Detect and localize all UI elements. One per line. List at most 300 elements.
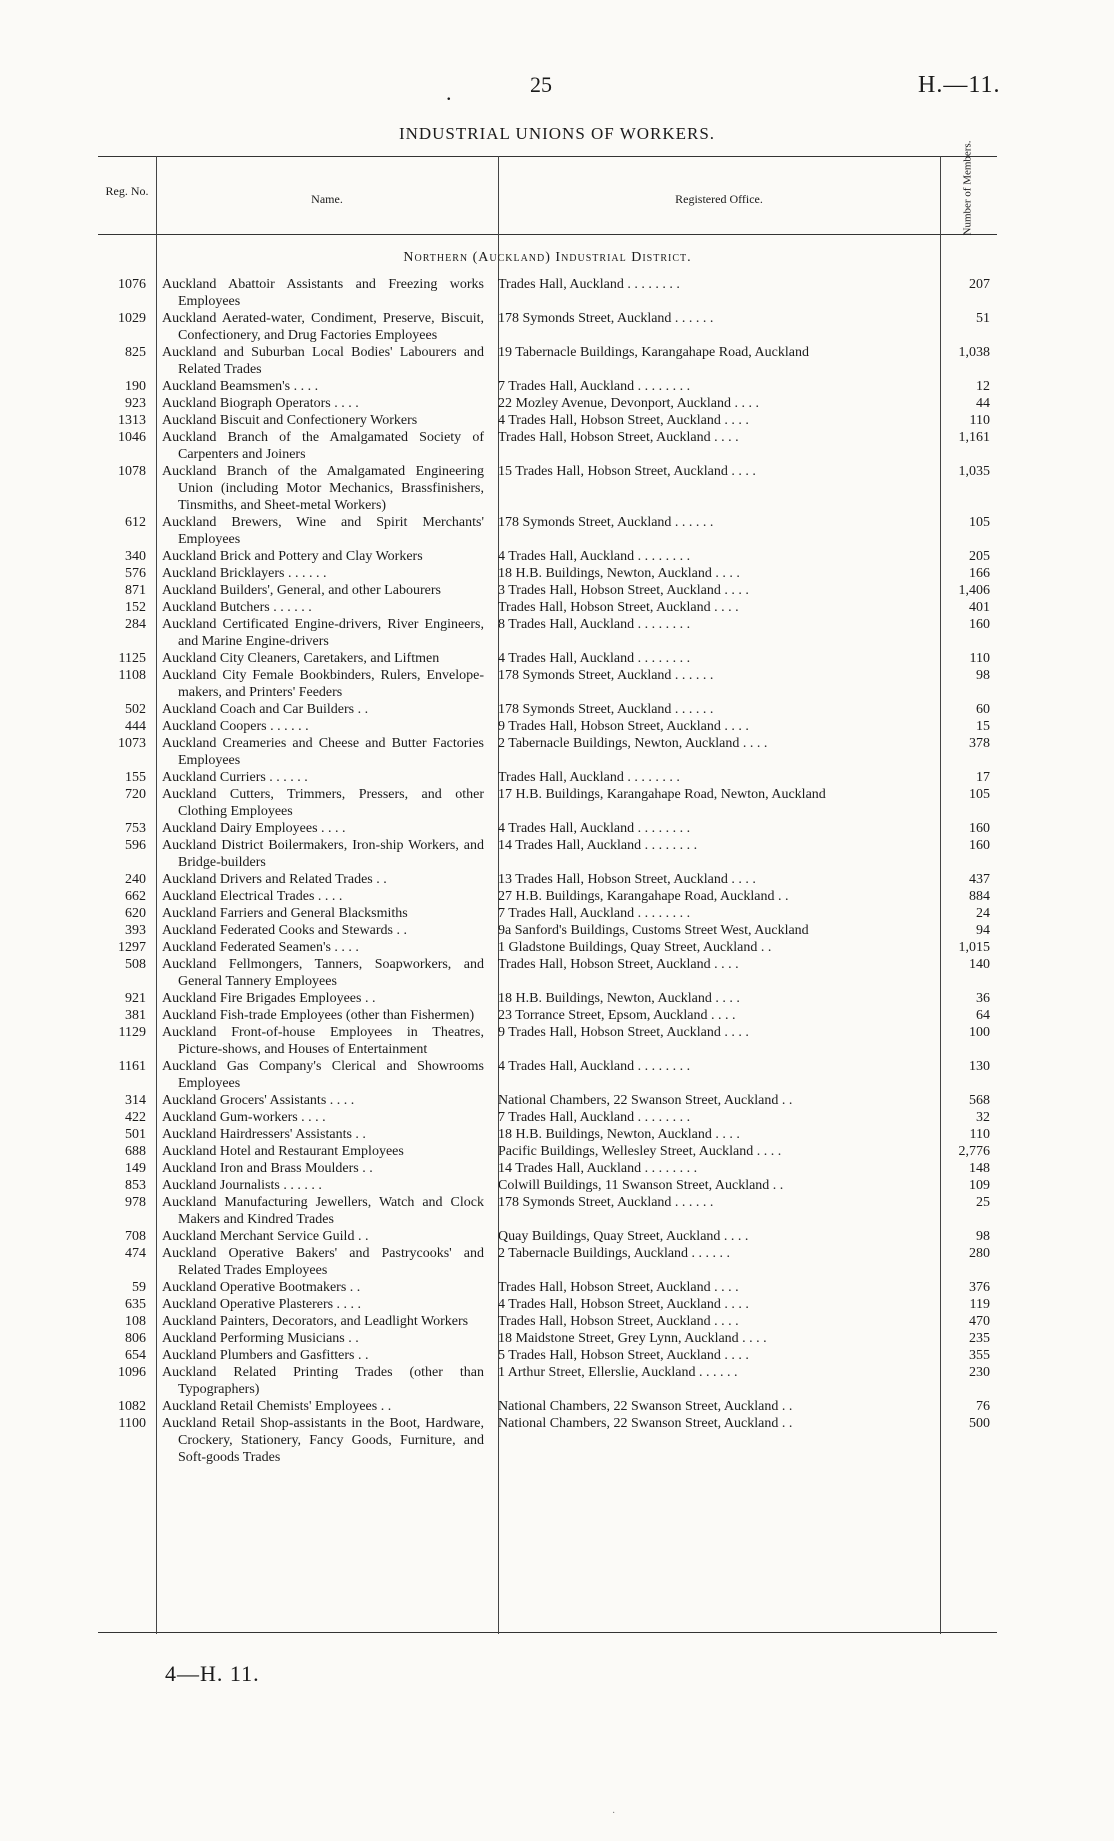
table-row: [98, 701, 997, 718]
reg-no-cell: 1129: [118, 1025, 146, 1040]
union-name-text: Auckland Branch of the Amalgamated Engineering Union (including Motor Mechanics, Brassfinishers, Tinsmiths, and Sheet-metal Workers): [162, 464, 484, 513]
union-name-cell: [162, 514, 488, 548]
reg-no-cell: 444: [125, 719, 146, 734]
table-row: [98, 939, 997, 956]
union-name-cell: [162, 1126, 488, 1143]
members-cell: 437: [969, 872, 990, 887]
union-name-cell: [162, 616, 488, 650]
union-name-cell: [162, 276, 488, 310]
table-row: [98, 735, 997, 769]
members-cell: 280: [969, 1246, 990, 1261]
reg-no-cell: 654: [125, 1348, 146, 1363]
members-cell: 110: [969, 413, 990, 428]
registered-office-cell: National Chambers, 22 Swanson Street, Auckland . .: [498, 1399, 793, 1414]
members-cell: 1,406: [958, 583, 990, 598]
union-name-text: Auckland District Boilermakers, Iron-ship Workers, and Bridge-builders: [162, 838, 484, 870]
members-cell: 98: [976, 1229, 990, 1244]
table-row: [98, 378, 997, 395]
union-name-text: Auckland City Cleaners, Caretakers, and Liftmen: [162, 651, 440, 666]
members-cell: 119: [969, 1297, 990, 1312]
reg-no-cell: 871: [125, 583, 146, 598]
members-cell: 884: [969, 889, 990, 904]
registered-office-cell: 1 Gladstone Buildings, Quay Street, Auckland . .: [498, 940, 772, 955]
union-name-text: Auckland Drivers and Related Trades . .: [162, 872, 387, 887]
union-name-cell: [162, 769, 488, 786]
registered-office-cell: 13 Trades Hall, Hobson Street, Auckland . . . .: [498, 872, 756, 887]
registered-office-cell: Pacific Buildings, Wellesley Street, Auckland . . . .: [498, 1144, 782, 1159]
table-row: [98, 1092, 997, 1109]
table-row: [98, 1007, 997, 1024]
reg-no-cell: 1313: [118, 413, 146, 428]
reg-no-cell: 149: [125, 1161, 146, 1176]
reg-no-cell: 1029: [118, 311, 146, 326]
union-name-text: Auckland Federated Seamen's . . . .: [162, 940, 359, 955]
members-cell: 205: [969, 549, 990, 564]
union-name-text: Auckland Coopers . . . . . .: [162, 719, 309, 734]
union-name-text: Auckland City Female Bookbinders, Rulers, Envelope-makers, and Printers' Feeders: [162, 668, 484, 700]
table-row: [98, 1177, 997, 1194]
members-cell: 207: [969, 277, 990, 292]
table-row: [98, 718, 997, 735]
union-name-text: Auckland Electrical Trades . . . .: [162, 889, 343, 904]
table-row: [98, 463, 997, 514]
union-name-cell: [162, 905, 488, 922]
reg-no-cell: 284: [125, 617, 146, 632]
table-row: [98, 837, 997, 871]
reg-no-cell: 576: [125, 566, 146, 581]
registered-office-cell: 14 Trades Hall, Auckland . . . . . . . .: [498, 1161, 698, 1176]
union-name-text: Auckland Bricklayers . . . . . .: [162, 566, 327, 581]
union-name-text: Auckland Fish-trade Employees (other than Fishermen): [162, 1008, 475, 1023]
table-row: [98, 1109, 997, 1126]
column-header-reg-no: Reg. No.: [105, 184, 149, 198]
column-header-name: Name.: [311, 192, 343, 206]
registered-office-cell: 178 Symonds Street, Auckland . . . . . .: [498, 311, 714, 326]
reg-no-cell: 501: [125, 1127, 146, 1142]
registered-office-cell: Colwill Buildings, 11 Swanson Street, Auckland . .: [498, 1178, 784, 1193]
reg-no-cell: 340: [125, 549, 146, 564]
registered-office-cell: Trades Hall, Hobson Street, Auckland . . . .: [498, 430, 739, 445]
union-name-text: Auckland Related Printing Trades (other than Typographers): [162, 1365, 484, 1397]
table-row: [98, 599, 997, 616]
table-top-rule: [98, 156, 997, 157]
union-name-cell: [162, 1313, 488, 1330]
union-name-text: Auckland Iron and Brass Moulders . .: [162, 1161, 373, 1176]
registered-office-cell: 4 Trades Hall, Auckland . . . . . . . .: [498, 821, 691, 836]
members-cell: 12: [976, 379, 990, 394]
registered-office-cell: 4 Trades Hall, Hobson Street, Auckland . . . .: [498, 1297, 749, 1312]
union-name-cell: [162, 701, 488, 718]
union-name-text: Auckland Journalists . . . . . .: [162, 1178, 322, 1193]
union-name-cell: [162, 939, 488, 956]
reg-no-cell: 688: [125, 1144, 146, 1159]
members-cell: 376: [969, 1280, 990, 1295]
members-cell: 401: [969, 600, 990, 615]
union-name-cell: [162, 412, 488, 429]
members-cell: 1,038: [958, 345, 990, 360]
table-row: [98, 1024, 997, 1058]
reg-no-cell: 314: [125, 1093, 146, 1108]
reg-no-cell: 921: [125, 991, 146, 1006]
members-cell: 105: [969, 787, 990, 802]
registered-office-cell: 18 Maidstone Street, Grey Lynn, Auckland . . . .: [498, 1331, 767, 1346]
reg-no-cell: 508: [125, 957, 146, 972]
reg-no-cell: 1082: [118, 1399, 146, 1414]
union-name-cell: [162, 1007, 488, 1024]
members-cell: 1,015: [958, 940, 990, 955]
members-cell: 500: [969, 1416, 990, 1431]
registered-office-cell: 2 Tabernacle Buildings, Auckland . . . . . .: [498, 1246, 731, 1261]
registered-office-cell: 27 H.B. Buildings, Karangahape Road, Auckland . .: [498, 889, 789, 904]
reg-no-cell: 1297: [118, 940, 146, 955]
union-name-text: Auckland Painters, Decorators, and Leadlight Workers: [162, 1314, 469, 1329]
footer-reference: 4—H. 11.: [165, 1661, 260, 1686]
union-name-text: Auckland Brick and Pottery and Clay Workers: [162, 549, 423, 564]
union-name-cell: [162, 718, 488, 735]
table-row: [98, 786, 997, 820]
members-cell: 60: [976, 702, 990, 717]
union-name-cell: [162, 871, 488, 888]
registered-office-cell: 9a Sanford's Buildings, Customs Street West, Auckland: [498, 923, 809, 938]
union-name-cell: [162, 310, 488, 344]
reg-no-cell: 240: [125, 872, 146, 887]
district-heading: Northern (Auckland) Industrial District.: [403, 250, 692, 265]
members-cell: 2,776: [958, 1144, 990, 1159]
registered-office-cell: 7 Trades Hall, Auckland . . . . . . . .: [498, 1110, 691, 1125]
registered-office-cell: 4 Trades Hall, Hobson Street, Auckland . . . .: [498, 413, 749, 428]
table-row: [98, 990, 997, 1007]
table-row: [98, 429, 997, 463]
union-name-text: Auckland Retail Chemists' Employees . .: [162, 1399, 392, 1414]
union-name-cell: [162, 1024, 488, 1058]
table-row: [98, 956, 997, 990]
members-cell: 568: [969, 1093, 990, 1108]
union-name-cell: [162, 429, 488, 463]
table-row: [98, 412, 997, 429]
members-cell: 470: [969, 1314, 990, 1329]
union-name-cell: [162, 463, 488, 514]
union-name-text: Auckland Front-of-house Employees in Theatres, Picture-shows, and Houses of Entertainment: [162, 1025, 484, 1057]
reg-no-cell: 612: [125, 515, 146, 530]
union-name-text: Auckland Operative Bakers' and Pastrycooks' and Related Trades Employees: [162, 1246, 484, 1278]
registered-office-cell: Trades Hall, Hobson Street, Auckland . . . .: [498, 1314, 739, 1329]
members-cell: 166: [969, 566, 990, 581]
union-name-text: Auckland Federated Cooks and Stewards . .: [162, 923, 407, 938]
union-name-cell: [162, 1092, 488, 1109]
union-name-text: Auckland Brewers, Wine and Spirit Merchants' Employees: [162, 515, 484, 547]
registered-office-cell: Trades Hall, Hobson Street, Auckland . . . .: [498, 1280, 739, 1295]
registered-office-cell: 23 Torrance Street, Epsom, Auckland . . . .: [498, 1008, 736, 1023]
members-cell: 94: [976, 923, 990, 938]
reg-no-cell: 1078: [118, 464, 146, 479]
members-cell: 76: [976, 1399, 990, 1414]
union-name-text: Auckland Grocers' Assistants . . . .: [162, 1093, 355, 1108]
reg-no-cell: 635: [125, 1297, 146, 1312]
reg-no-cell: 1076: [118, 277, 146, 292]
members-cell: 17: [976, 770, 990, 785]
reg-no-cell: 474: [125, 1246, 146, 1261]
table-row: [98, 1228, 997, 1245]
union-name-cell: [162, 1415, 488, 1466]
union-name-cell: [162, 956, 488, 990]
registered-office-cell: 7 Trades Hall, Auckland . . . . . . . .: [498, 379, 691, 394]
union-name-cell: [162, 1347, 488, 1364]
union-name-cell: [162, 650, 488, 667]
reg-no-cell: 1161: [118, 1059, 146, 1074]
union-name-text: Auckland Abattoir Assistants and Freezing works Employees: [162, 277, 484, 309]
registered-office-cell: 18 H.B. Buildings, Newton, Auckland . . . .: [498, 991, 740, 1006]
table-bottom-rule: [98, 1632, 997, 1633]
union-name-text: Auckland Creameries and Cheese and Butter Factories Employees: [162, 736, 484, 768]
union-name-cell: [162, 1279, 488, 1296]
reg-no-cell: 108: [125, 1314, 146, 1329]
table-row: [98, 922, 997, 939]
registered-office-cell: Quay Buildings, Quay Street, Auckland . . . .: [498, 1229, 749, 1244]
union-name-text: Auckland Plumbers and Gasfitters . .: [162, 1348, 369, 1363]
unions-table: [98, 140, 997, 1634]
union-name-text: Auckland Manufacturing Jewellers, Watch and Clock Makers and Kindred Trades: [162, 1195, 484, 1227]
union-name-cell: [162, 837, 488, 871]
union-name-text: Auckland Cutters, Trimmers, Pressers, and other Clothing Employees: [162, 787, 484, 819]
table-row: [98, 276, 997, 310]
table-row: [98, 514, 997, 548]
members-cell: 25: [976, 1195, 990, 1210]
members-cell: 1,161: [958, 430, 990, 445]
union-name-cell: [162, 1194, 488, 1228]
registered-office-cell: National Chambers, 22 Swanson Street, Auckland . .: [498, 1093, 793, 1108]
reg-no-cell: 1108: [118, 668, 146, 683]
registered-office-cell: 8 Trades Hall, Auckland . . . . . . . .: [498, 617, 691, 632]
table-row: [98, 582, 997, 599]
members-cell: 110: [969, 651, 990, 666]
members-cell: 51: [976, 311, 990, 326]
reg-no-cell: 620: [125, 906, 146, 921]
union-name-cell: [162, 922, 488, 939]
union-name-cell: [162, 378, 488, 395]
union-name-cell: [162, 1398, 488, 1415]
registered-office-cell: 4 Trades Hall, Auckland . . . . . . . .: [498, 651, 691, 666]
reg-no-cell: 708: [125, 1229, 146, 1244]
members-cell: 160: [969, 821, 990, 836]
registered-office-cell: 178 Symonds Street, Auckland . . . . . .: [498, 515, 714, 530]
union-name-text: Auckland Aerated-water, Condiment, Preserve, Biscuit, Confectionery, and Drug Factories Employees: [162, 311, 484, 343]
document-reference: H.—11.: [918, 72, 1001, 98]
reg-no-cell: 720: [125, 787, 146, 802]
table-row: [98, 310, 997, 344]
union-name-text: Auckland and Suburban Local Bodies' Labourers and Related Trades: [162, 345, 484, 377]
union-name-text: Auckland Beamsmen's . . . .: [162, 379, 319, 394]
union-name-cell: [162, 1296, 488, 1313]
reg-no-cell: 152: [125, 600, 146, 615]
union-name-text: Auckland Gum-workers . . . .: [162, 1110, 326, 1125]
table-row: [98, 1143, 997, 1160]
members-cell: 105: [969, 515, 990, 530]
union-name-text: Auckland Certificated Engine-drivers, River Engineers, and Marine Engine-drivers: [162, 617, 484, 649]
registered-office-cell: 5 Trades Hall, Hobson Street, Auckland . . . .: [498, 1348, 749, 1363]
reg-no-cell: 1125: [118, 651, 146, 666]
registered-office-cell: 4 Trades Hall, Auckland . . . . . . . .: [498, 549, 691, 564]
union-name-cell: [162, 599, 488, 616]
registered-office-cell: 7 Trades Hall, Auckland . . . . . . . .: [498, 906, 691, 921]
union-name-cell: [162, 395, 488, 412]
table-row: [98, 1194, 997, 1228]
reg-no-cell: 853: [125, 1178, 146, 1193]
union-name-text: Auckland Operative Bootmakers . .: [162, 1280, 361, 1295]
union-name-cell: [162, 1160, 488, 1177]
union-name-cell: [162, 548, 488, 565]
registered-office-cell: 17 H.B. Buildings, Karangahape Road, Newton, Auckland: [498, 787, 826, 802]
registered-office-cell: 178 Symonds Street, Auckland . . . . . .: [498, 1195, 714, 1210]
reg-no-cell: 825: [125, 345, 146, 360]
reg-no-cell: 502: [125, 702, 146, 717]
registered-office-cell: 178 Symonds Street, Auckland . . . . . .: [498, 702, 714, 717]
members-cell: 15: [976, 719, 990, 734]
union-name-cell: [162, 565, 488, 582]
registered-office-cell: 18 H.B. Buildings, Newton, Auckland . . . .: [498, 566, 740, 581]
union-name-text: Auckland Biscuit and Confectionery Workers: [162, 413, 418, 428]
page-title: INDUSTRIAL UNIONS OF WORKERS.: [398, 124, 716, 143]
table-row: [98, 1415, 997, 1466]
registered-office-cell: 4 Trades Hall, Auckland . . . . . . . .: [498, 1059, 691, 1074]
union-name-text: Auckland Biograph Operators . . . .: [162, 396, 359, 411]
members-cell: 140: [969, 957, 990, 972]
table-row: [98, 820, 997, 837]
table-row: [98, 871, 997, 888]
registered-office-cell: 178 Symonds Street, Auckland . . . . . .: [498, 668, 714, 683]
table-row: [98, 395, 997, 412]
table-row: [98, 1160, 997, 1177]
members-cell: 109: [969, 1178, 990, 1193]
members-cell: 148: [969, 1161, 990, 1176]
column-header-office: Registered Office.: [675, 192, 763, 206]
registered-office-cell: 14 Trades Hall, Auckland . . . . . . . .: [498, 838, 698, 853]
table-row: [98, 1245, 997, 1279]
union-name-cell: [162, 990, 488, 1007]
members-cell: 110: [969, 1127, 990, 1142]
union-name-cell: [162, 1143, 488, 1160]
union-name-cell: [162, 582, 488, 599]
reg-no-cell: 393: [125, 923, 146, 938]
members-cell: 1,035: [958, 464, 990, 479]
table-row: [98, 1296, 997, 1313]
union-name-text: Auckland Farriers and General Blacksmiths: [162, 906, 408, 921]
registered-office-cell: Trades Hall, Hobson Street, Auckland . . . .: [498, 600, 739, 615]
reg-no-cell: 923: [125, 396, 146, 411]
reg-no-cell: 155: [125, 770, 146, 785]
union-name-text: Auckland Gas Company's Clerical and Showrooms Employees: [162, 1059, 484, 1091]
page-mark: ·: [612, 1808, 616, 1819]
reg-no-cell: 1096: [118, 1365, 146, 1380]
members-cell: 32: [976, 1110, 990, 1125]
registered-office-cell: Trades Hall, Auckland . . . . . . . .: [498, 277, 680, 292]
union-name-text: Auckland Performing Musicians . .: [162, 1331, 359, 1346]
table-header-rule: [98, 234, 997, 235]
reg-no-cell: 381: [125, 1008, 146, 1023]
union-name-text: Auckland Builders', General, and other Labourers: [162, 583, 441, 598]
union-name-text: Auckland Coach and Car Builders . .: [162, 702, 369, 717]
union-name-text: Auckland Branch of the Amalgamated Society of Carpenters and Joiners: [162, 430, 484, 462]
table-row: [98, 650, 997, 667]
union-name-text: Auckland Hairdressers' Assistants . .: [162, 1127, 366, 1142]
union-name-text: Auckland Operative Plasterers . . . .: [162, 1297, 362, 1312]
registered-office-cell: 22 Mozley Avenue, Devonport, Auckland . . . .: [498, 396, 760, 411]
union-name-cell: [162, 1109, 488, 1126]
registered-office-cell: 18 H.B. Buildings, Newton, Auckland . . . .: [498, 1127, 740, 1142]
registered-office-cell: 2 Tabernacle Buildings, Newton, Auckland . . . .: [498, 736, 768, 751]
members-cell: 24: [976, 906, 990, 921]
reg-no-cell: 662: [125, 889, 146, 904]
registered-office-cell: 3 Trades Hall, Hobson Street, Auckland . . . .: [498, 583, 749, 598]
table-row: [98, 667, 997, 701]
members-cell: 378: [969, 736, 990, 751]
members-cell: 230: [969, 1365, 990, 1380]
table-row: [98, 548, 997, 565]
registered-office-cell: Trades Hall, Auckland . . . . . . . .: [498, 770, 680, 785]
table-row: [98, 1279, 997, 1296]
reg-no-cell: 1046: [118, 430, 146, 445]
registered-office-cell: National Chambers, 22 Swanson Street, Auckland . .: [498, 1416, 793, 1431]
union-name-text: Auckland Fire Brigades Employees . .: [162, 991, 376, 1006]
union-name-cell: [162, 786, 488, 820]
table-row: [98, 1347, 997, 1364]
members-cell: 98: [976, 668, 990, 683]
union-name-cell: [162, 344, 488, 378]
table-row: [98, 565, 997, 582]
members-cell: 160: [969, 617, 990, 632]
union-name-cell: [162, 667, 488, 701]
table-row: [98, 1364, 997, 1398]
table-row: [98, 1330, 997, 1347]
members-cell: 130: [969, 1059, 990, 1074]
union-name-cell: [162, 1177, 488, 1194]
table-row: [98, 905, 997, 922]
table-row: [98, 1058, 997, 1092]
union-name-text: Auckland Curriers . . . . . .: [162, 770, 308, 785]
registered-office-cell: 1 Arthur Street, Ellerslie, Auckland . . . . . .: [498, 1365, 738, 1380]
union-name-text: Auckland Retail Shop-assistants in the Boot, Hardware, Crockery, Stationery, Fancy Goods, Furniture, and Soft-goods Trades: [162, 1416, 484, 1465]
members-cell: 355: [969, 1348, 990, 1363]
union-name-text: Auckland Hotel and Restaurant Employees: [162, 1144, 404, 1159]
table-body: [98, 276, 997, 1466]
reg-no-cell: 190: [125, 379, 146, 394]
union-name-cell: [162, 1058, 488, 1092]
reg-no-cell: 1073: [118, 736, 146, 751]
union-name-text: Auckland Dairy Employees . . . .: [162, 821, 346, 836]
reg-no-cell: 59: [132, 1280, 146, 1295]
table-row: [98, 616, 997, 650]
members-cell: 235: [969, 1331, 990, 1346]
union-name-cell: [162, 820, 488, 837]
union-name-cell: [162, 1245, 488, 1279]
table-row: [98, 1126, 997, 1143]
reg-no-cell: 753: [125, 821, 146, 836]
table-row: [98, 888, 997, 905]
members-cell: 100: [969, 1025, 990, 1040]
table-row: [98, 769, 997, 786]
reg-no-cell: 1100: [118, 1416, 146, 1431]
registered-office-cell: 19 Tabernacle Buildings, Karangahape Road, Auckland: [498, 345, 809, 360]
reg-no-cell: 596: [125, 838, 146, 853]
table-row: [98, 1313, 997, 1330]
members-cell: 160: [969, 838, 990, 853]
reg-no-cell: 978: [125, 1195, 146, 1210]
reg-no-cell: 422: [125, 1110, 146, 1125]
union-name-text: Auckland Merchant Service Guild . .: [162, 1229, 369, 1244]
table-row: [98, 1398, 997, 1415]
column-header-members: Number of Members.: [961, 140, 974, 236]
registered-office-cell: 9 Trades Hall, Hobson Street, Auckland . . . .: [498, 1025, 749, 1040]
members-cell: 64: [976, 1008, 990, 1023]
